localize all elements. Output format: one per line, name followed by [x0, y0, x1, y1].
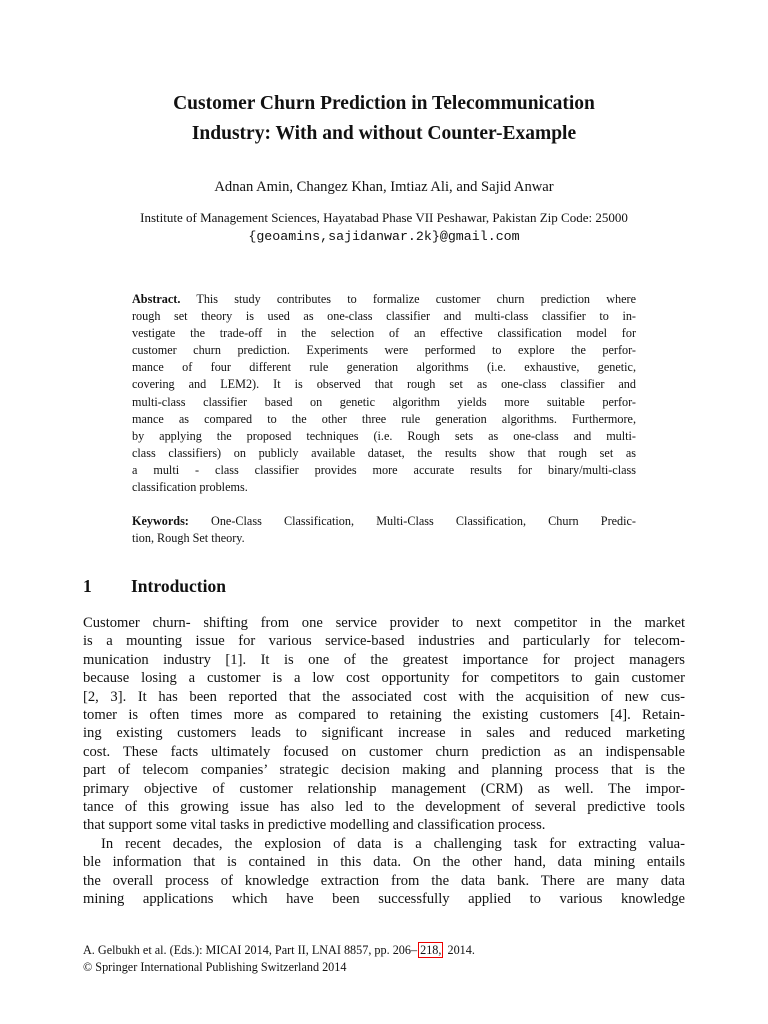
body-line: Customer churn- shifting from one service provider to next competitor in the market — [83, 615, 685, 631]
affiliation: Institute of Management Sciences, Hayatabad Phase VII Peshawar, Pakistan Zip Code: 25000 — [140, 210, 628, 225]
body-line: In recent decades, the explosion of data is a challenging task for extracting valua- — [101, 835, 685, 852]
title-line-1: Customer Churn Prediction in Telecommunication — [173, 93, 595, 114]
body-line: tance of this growing issue has also led to the development of several predictive tools — [83, 799, 685, 816]
title-line-2: Industry: With and without Counter-Example — [191, 123, 577, 144]
abstract-line: covering and LEM2). It is observed that rough set as one-class classifier and — [132, 377, 636, 392]
abstract-label: Abstract. — [132, 292, 181, 306]
page-reference-link[interactable]: 218, — [420, 943, 442, 957]
body-line: [2, 3]. It has been reported that the associated cost with the acquisition of new cus- — [83, 688, 685, 705]
abstract-line: vestigate the trade-off in the selection of an effective classification model for — [132, 326, 636, 341]
body-text — [83, 614, 685, 909]
body-line: tomer is often times more as compared to retaining the existing customers [4]. Retain- — [83, 707, 685, 724]
footer-line-1: A. Gelbukh et al. (Eds.): MICAI 2014, Part II, LNAI 8857, pp. 206– 218, 2014. — [83, 943, 475, 957]
body-line: because losing a customer is a low cost opportunity for competitors to gain customer — [83, 670, 685, 687]
body-line: ble information that is contained in this data. On the other hand, data mining entails — [83, 854, 685, 871]
abstract-line: by applying the proposed techniques (i.e. Rough sets as one-class and multi- — [132, 428, 636, 443]
abstract-line: mance as compared to the other three rule generation algorithms. Furthermore, — [132, 411, 636, 426]
authors: Adnan Amin, Changez Khan, Imtiaz Ali, and Sajid Anwar — [214, 179, 554, 195]
body-line: primary objective of customer relationship management (CRM) as well. The impor- — [83, 780, 685, 797]
footer-copyright: © Springer International Publishing Switzerland 2014 — [83, 959, 347, 974]
keywords-label: Keywords: — [132, 514, 189, 528]
body-line: cost. These facts ultimately focused on customer churn prediction as an indispensable — [83, 743, 685, 760]
keywords — [132, 513, 636, 547]
footer-citation — [83, 942, 685, 975]
body-line: mining applications which have been successfully applied to various knowledge — [83, 891, 685, 908]
body-line: munication industry [1]. It is one of the greatest importance for project managers — [83, 651, 685, 668]
abstract — [132, 291, 636, 496]
body-line: that support some vital tasks in predictive modelling and classification process. — [83, 817, 546, 834]
abstract-line: rough set theory is used as one-class classifier and multi-class classifier to in- — [132, 309, 636, 324]
abstract-line: customer churn prediction. Experiments were performed to explore the perfor- — [132, 343, 636, 358]
keywords-line: Keywords: One-Class Classification, Multi-Class Classification, Churn Predic- — [132, 514, 636, 528]
abstract-line: multi-class classifier based on genetic algorithm yields more suitable perfor- — [132, 394, 636, 409]
paper-title — [60, 89, 708, 149]
body-line: ing existing customers leads to significant increase in sales and reduced marketing — [83, 725, 685, 742]
keywords-line: tion, Rough Set theory. — [132, 531, 245, 546]
abstract-line: class classifiers) on publicly available dataset, the results show that rough set as — [132, 445, 636, 460]
body-line: the overall process of knowledge extraction from the data bank. There are many data — [83, 872, 685, 889]
section-number: 1 — [83, 576, 92, 596]
section-title: Introduction — [131, 576, 226, 596]
body-line: is a mounting issue for various service-based industries and particularly for telecom- — [83, 633, 685, 650]
abstract-line: mance of four different rule generation algorithms (i.e. exhaustive, genetic, — [132, 360, 636, 375]
abstract-line: classification problems. — [132, 480, 248, 495]
body-line: part of telecom companies’ strategic decision making and planning process that is the — [83, 762, 685, 779]
author-email[interactable]: {geoamins,sajidanwar.2k}@gmail.com — [248, 229, 520, 244]
abstract-line: Abstract. This study contributes to formalize customer churn prediction where — [132, 292, 636, 306]
abstract-line: a multi - class classifier provides more accurate results for binary/multi-class — [132, 462, 636, 477]
